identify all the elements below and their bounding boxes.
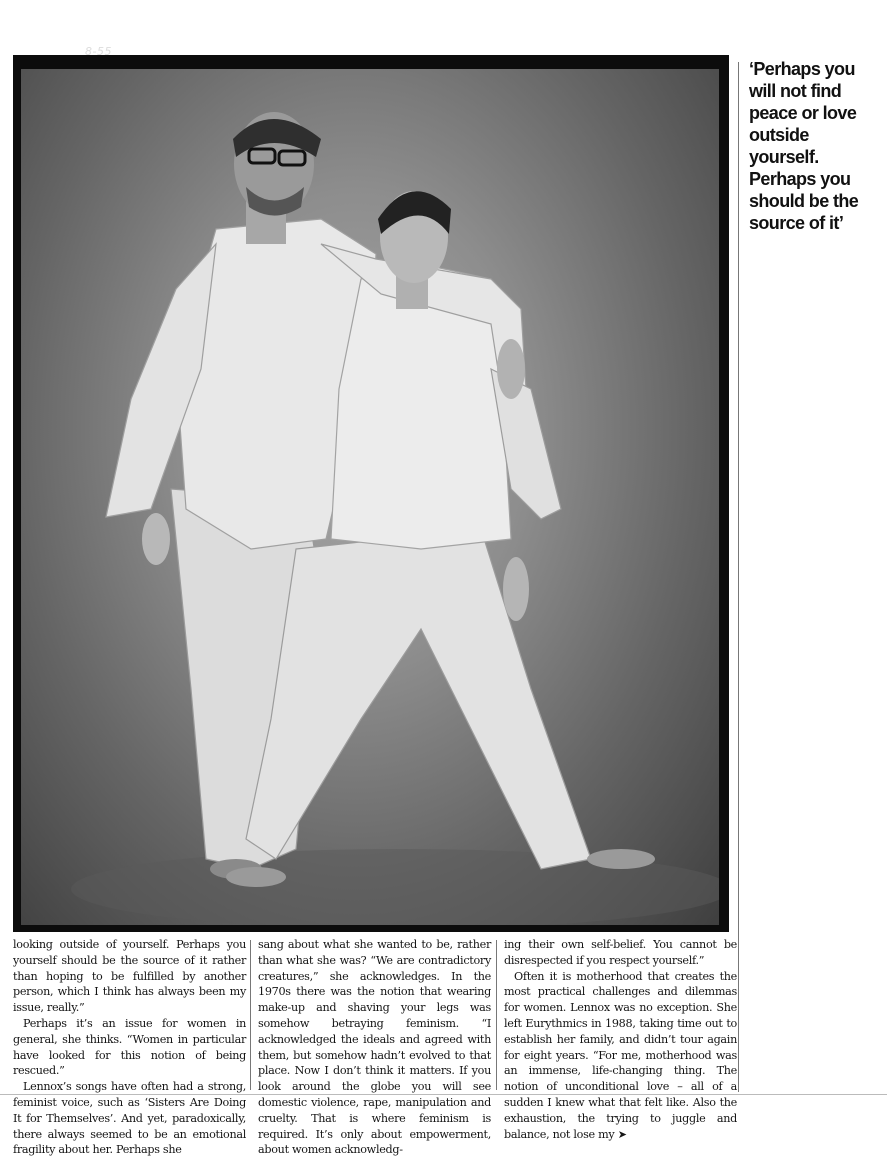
article-paragraph: sang about what she wanted to be, rather than what she was? “We are contradictory creatures,” she acknowledges. In the 1970s there was the notion that wearing make-up and shaving your legs was somehow betraying feminism. “I acknowledged the ideals and agreed with them, but somehow hadn’t evolved to that place. Now I don’t think it matters. If you look around the globe you will see domestic violence, rape, manipulation and cruelty. That is where feminism is required. It’s only about empowerment, about women acknowledg- [258, 938, 491, 1157]
portrait-photo [21, 69, 719, 925]
column-divider-2 [496, 940, 497, 1090]
article-paragraph: Lennox’s songs have often had a strong, feminist voice, such as ‘Sisters Are Doing It for Themselves’. And yet, paradoxically, there always seemed to be an emotional fragility about her. Perhaps she [13, 1080, 246, 1157]
article-column-2 [258, 937, 491, 1158]
portrait-illustration [21, 69, 719, 925]
article-paragraph: looking outside of yourself. Perhaps you yourself should be the source of it rather than hoping to be fulfilled by another person, which I think has always been my issue, really.” [13, 938, 246, 1015]
page-bottom-rule [0, 1094, 887, 1095]
pull-quote: ‘Perhaps you will not find peace or love outside yourself. Perhaps you should be the source of it’ [749, 59, 859, 233]
article-paragraph: ing their own self-belief. You cannot be disrespected if you respect yourself.” [504, 938, 737, 967]
photo-frame [13, 45, 729, 932]
article-paragraph: Often it is motherhood that creates the most practical challenges and dilemmas for women. Lennox was no exception. She left Eurythmics in 1988, taking time out to establish her family, and didn’t tour again for eight years. “For me, motherhood was an immense, life-changing thing. The notion of unconditional love – all of a sudden I knew what that felt like. Also the exhaustion, the trying to juggle and balance, not lose my ➤ [504, 969, 737, 1141]
column-divider-1 [250, 940, 251, 1090]
article-column-1 [13, 937, 246, 1158]
frame-code: 8-55 [85, 45, 112, 58]
sidebar-divider [738, 62, 739, 1092]
article-column-3 [504, 937, 737, 1142]
article-paragraph: Perhaps it’s an issue for women in general, she thinks. “Women in particular have looked for this notion of being rescued.” [13, 1016, 246, 1078]
